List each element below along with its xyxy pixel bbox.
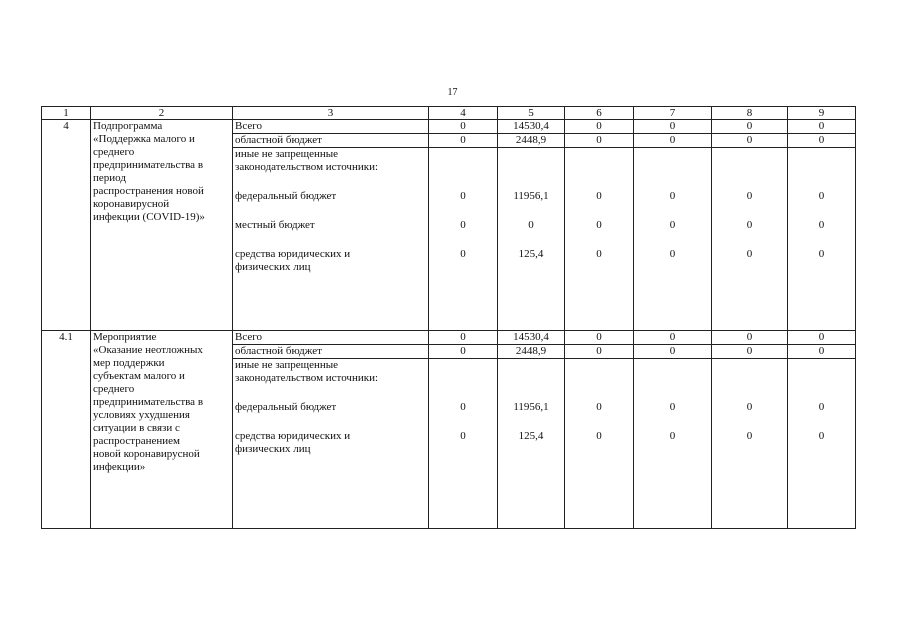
- value-cell: [634, 359, 712, 529]
- section-name-line: «Поддержка малого и: [93, 133, 195, 145]
- section-name: [91, 120, 233, 331]
- value-cell: [712, 148, 788, 331]
- section-name-line: «Оказание неотложных: [93, 344, 203, 356]
- sub-row-value: 0: [460, 219, 466, 231]
- sub-row-value: 0: [818, 190, 825, 202]
- value-cell: 0: [565, 120, 634, 134]
- row-label: Всего: [233, 120, 429, 134]
- value-cell: 0: [712, 331, 788, 345]
- value-cell: 0: [565, 134, 634, 148]
- sub-row-value: 0: [528, 219, 534, 231]
- value-cell: 14530,4: [498, 120, 565, 134]
- other-sources-cell: [233, 148, 429, 331]
- section-name-line: период: [93, 172, 126, 184]
- sub-row-label: физических лиц: [235, 261, 311, 273]
- value-cell: [429, 148, 498, 331]
- value-cell: [565, 148, 634, 331]
- page-number: 17: [447, 87, 458, 98]
- section-name-line: Мероприятие: [93, 331, 157, 343]
- sub-row-label: средства юридических и: [235, 430, 351, 442]
- header-cell: 9: [788, 107, 856, 120]
- value-cell: 0: [712, 120, 788, 134]
- sub-row-label: средства юридических и: [235, 248, 351, 260]
- section-name-line: среднего: [93, 146, 135, 158]
- sub-row-value: 0: [746, 219, 753, 231]
- sub-row-value: 0: [746, 430, 753, 442]
- section-name-line: инфекции (COVID-19)»: [93, 211, 205, 223]
- value-cell: 0: [634, 345, 712, 359]
- sub-row-value: 125,4: [518, 248, 544, 260]
- value-cell: 2448,9: [498, 134, 565, 148]
- value-cell: [634, 148, 712, 331]
- sub-row-value: 0: [669, 401, 676, 413]
- sub-row-label: федеральный бюджет: [235, 401, 337, 413]
- other-sources-label: законодательством источники:: [235, 372, 379, 384]
- header-row: [42, 107, 856, 120]
- sub-row-value: 0: [818, 219, 825, 231]
- sub-row-value: 0: [746, 190, 753, 202]
- sub-row-value: 11956,1: [513, 190, 549, 202]
- other-sources-label: иные не запрещенные: [235, 359, 339, 371]
- sub-row-value: 0: [460, 430, 466, 442]
- sub-row-value: 0: [596, 248, 602, 260]
- value-cell: 0: [429, 134, 498, 148]
- section-total-row: [42, 120, 856, 134]
- row-label: Всего: [233, 331, 429, 345]
- header-cell: 7: [634, 107, 712, 120]
- sub-row-label: физических лиц: [235, 443, 311, 455]
- section-name-line: распространения новой: [93, 185, 204, 197]
- sub-row-value: 0: [596, 190, 602, 202]
- value-cell: 0: [712, 345, 788, 359]
- section-name-line: коронавирусной: [93, 198, 170, 210]
- header-cell: 1: [42, 107, 91, 120]
- value-cell: 0: [634, 120, 712, 134]
- row-label: областной бюджет: [233, 345, 429, 359]
- sub-row-value: 0: [818, 430, 825, 442]
- sub-row-value: 0: [669, 248, 676, 260]
- sub-row-value: 0: [818, 401, 825, 413]
- value-cell: 0: [565, 331, 634, 345]
- value-cell: [565, 359, 634, 529]
- value-cell: [498, 359, 565, 529]
- sub-row-value: 0: [596, 430, 602, 442]
- value-cell: 0: [788, 345, 856, 359]
- row-label: областной бюджет: [233, 134, 429, 148]
- section-name-line: предпринимательства в: [93, 396, 204, 408]
- value-cell: 0: [788, 331, 856, 345]
- value-cell: 0: [788, 134, 856, 148]
- value-cell: 2448,9: [498, 345, 565, 359]
- value-cell: [788, 148, 856, 331]
- sub-row-value: 0: [818, 248, 825, 260]
- section-name-line: Подпрограмма: [93, 120, 163, 132]
- section-number: 4: [42, 120, 91, 331]
- sub-row-value: 0: [460, 190, 466, 202]
- sub-row-value: 11956,1: [513, 401, 549, 413]
- sub-row-value: 0: [669, 190, 676, 202]
- value-cell: 14530,4: [498, 331, 565, 345]
- sub-row-value: 0: [596, 219, 602, 231]
- header-cell: 3: [233, 107, 429, 120]
- other-sources-cell: [233, 359, 429, 529]
- section-name-line: распространением: [93, 435, 181, 447]
- value-cell: [788, 359, 856, 529]
- section-name: [91, 331, 233, 529]
- sub-row-value: 0: [460, 248, 466, 260]
- value-cell: 0: [712, 134, 788, 148]
- section-name-line: условиях ухудшения: [93, 409, 190, 421]
- value-cell: 0: [634, 134, 712, 148]
- value-cell: 0: [429, 120, 498, 134]
- value-cell: 0: [634, 331, 712, 345]
- header-cell: 4: [429, 107, 498, 120]
- budget-table: [41, 106, 856, 529]
- section-name-line: предпринимательства в: [93, 159, 204, 171]
- value-cell: 0: [788, 120, 856, 134]
- sub-row-value: 0: [746, 248, 753, 260]
- sub-row-value: 0: [669, 219, 676, 231]
- value-cell: 0: [429, 345, 498, 359]
- sub-row-label: федеральный бюджет: [235, 190, 337, 202]
- section-name-line: инфекции»: [93, 461, 146, 473]
- section-name-line: среднего: [93, 383, 135, 395]
- section-name-line: ситуации в связи с: [93, 422, 180, 434]
- value-cell: 0: [429, 331, 498, 345]
- value-cell: [429, 359, 498, 529]
- sub-row-label: местный бюджет: [235, 219, 315, 231]
- sub-row-value: 125,4: [518, 430, 544, 442]
- value-cell: [498, 148, 565, 331]
- sub-row-value: 0: [460, 401, 466, 413]
- sub-row-value: 0: [746, 401, 753, 413]
- sub-row-value: 0: [596, 401, 602, 413]
- value-cell: 0: [565, 345, 634, 359]
- section-total-row: [42, 331, 856, 345]
- header-cell: 8: [712, 107, 788, 120]
- other-sources-label: законодательством источники:: [235, 161, 379, 173]
- header-cell: 6: [565, 107, 634, 120]
- value-cell: [712, 359, 788, 529]
- other-sources-label: иные не запрещенные: [235, 148, 339, 160]
- section-name-line: субъектам малого и: [93, 370, 185, 382]
- sub-row-value: 0: [669, 430, 676, 442]
- section-name-line: новой коронавирусной: [93, 448, 200, 460]
- section-number: 4.1: [42, 331, 91, 529]
- header-cell: 2: [91, 107, 233, 120]
- section-name-line: мер поддержки: [93, 357, 165, 369]
- header-cell: 5: [498, 107, 565, 120]
